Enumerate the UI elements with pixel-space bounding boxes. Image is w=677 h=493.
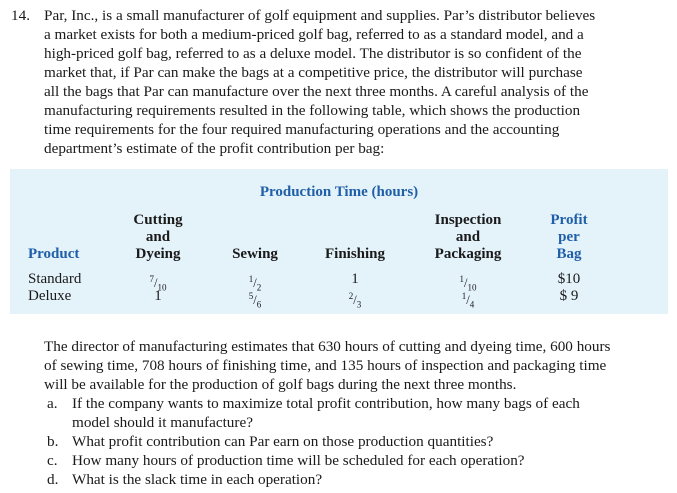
question-a-text: If the company wants to maximize total profit contribution, how many bags of each — [72, 395, 580, 412]
header-finishing: Finishing — [324, 246, 386, 262]
row-standard-profit: $10 — [557, 271, 581, 287]
intro-line: all the bags that Par can manufacture over the next three months. A careful analysis of the — [44, 83, 589, 100]
row-deluxe-finishing: $^2/_3$ — [348, 291, 362, 310]
question-c-label: c. — [47, 452, 58, 469]
question-b-label: b. — [47, 433, 59, 450]
intro-line: high-priced golf bag, referred to as a deluxe model. The distributor is so confident of the — [44, 45, 582, 62]
question-d-text: What is the slack time in each operation? — [72, 471, 323, 488]
header-inspection-line: Inspection — [434, 212, 502, 228]
intro-line: a market exists for both a medium-priced golf bag, referred to as a standard model, and a — [44, 26, 584, 43]
question-a-text: model should it manufacture? — [72, 414, 253, 431]
intro-line: Par, Inc., is a small manufacturer of golf equipment and supplies. Par’s distributor believes — [44, 7, 596, 24]
question-b-text: What profit contribution can Par earn on those production quantities? — [72, 433, 494, 450]
header-inspection-line: Packaging — [434, 246, 502, 262]
header-cutting-line: Dyeing — [135, 246, 181, 262]
header-cutting-line: Cutting — [133, 212, 183, 228]
header-profit-line: Bag — [556, 246, 582, 262]
question-c-text: How many hours of production time will be scheduled for each operation? — [72, 452, 525, 469]
intro-line: department’s estimate of the profit contribution per bag: — [44, 140, 385, 157]
row-deluxe-inspection: $^1/_4$ — [461, 291, 475, 310]
header-profit-line: Profit — [550, 212, 588, 228]
closing-line: of sewing time, 708 hours of finishing time, and 135 hours of inspection and packaging time — [44, 357, 607, 374]
header-profit-per-bag — [534, 212, 604, 263]
row-standard-product: Standard — [28, 271, 82, 287]
header-inspection-packaging — [420, 212, 516, 263]
row-standard-inspection: $^1/_{10}$ — [459, 274, 477, 293]
row-deluxe-sewing: $^5/_6$ — [248, 291, 262, 310]
row-deluxe-product: Deluxe — [28, 288, 72, 304]
production-time-heading: Production Time (hours) — [259, 184, 419, 200]
header-cutting-line: and — [145, 229, 171, 245]
question-a-label: a. — [47, 395, 58, 412]
row-standard-finishing: 1 — [351, 271, 359, 287]
intro-line: manufacturing requirements resulted in the following table, which shows the production — [44, 102, 581, 119]
intro-line: market that, if Par can make the bags at a competitive price, the distributor will purchase — [44, 64, 583, 81]
intro-line: time requirements for the four required manufacturing operations and the accounting — [44, 121, 560, 138]
row-standard-cutting: $^7/_{10}$ — [149, 274, 167, 293]
header-cutting-dyeing — [118, 212, 198, 263]
row-standard-sewing: $^1/_2$ — [248, 274, 262, 293]
header-product: Product — [28, 246, 80, 262]
row-deluxe-profit: $ 9 — [559, 288, 579, 304]
production-table — [10, 169, 668, 314]
problem-number: 14. — [11, 7, 30, 24]
question-d-label: d. — [47, 471, 59, 488]
header-sewing: Sewing — [232, 246, 278, 262]
header-profit-line: per — [558, 229, 580, 245]
closing-line: The director of manufacturing estimates that 630 hours of cutting and dyeing time, 600 hours — [44, 338, 611, 355]
header-inspection-line: and — [455, 229, 481, 245]
closing-line: will be available for the production of golf bags during the next three months. — [44, 376, 517, 393]
row-deluxe-cutting: 1 — [154, 288, 162, 304]
